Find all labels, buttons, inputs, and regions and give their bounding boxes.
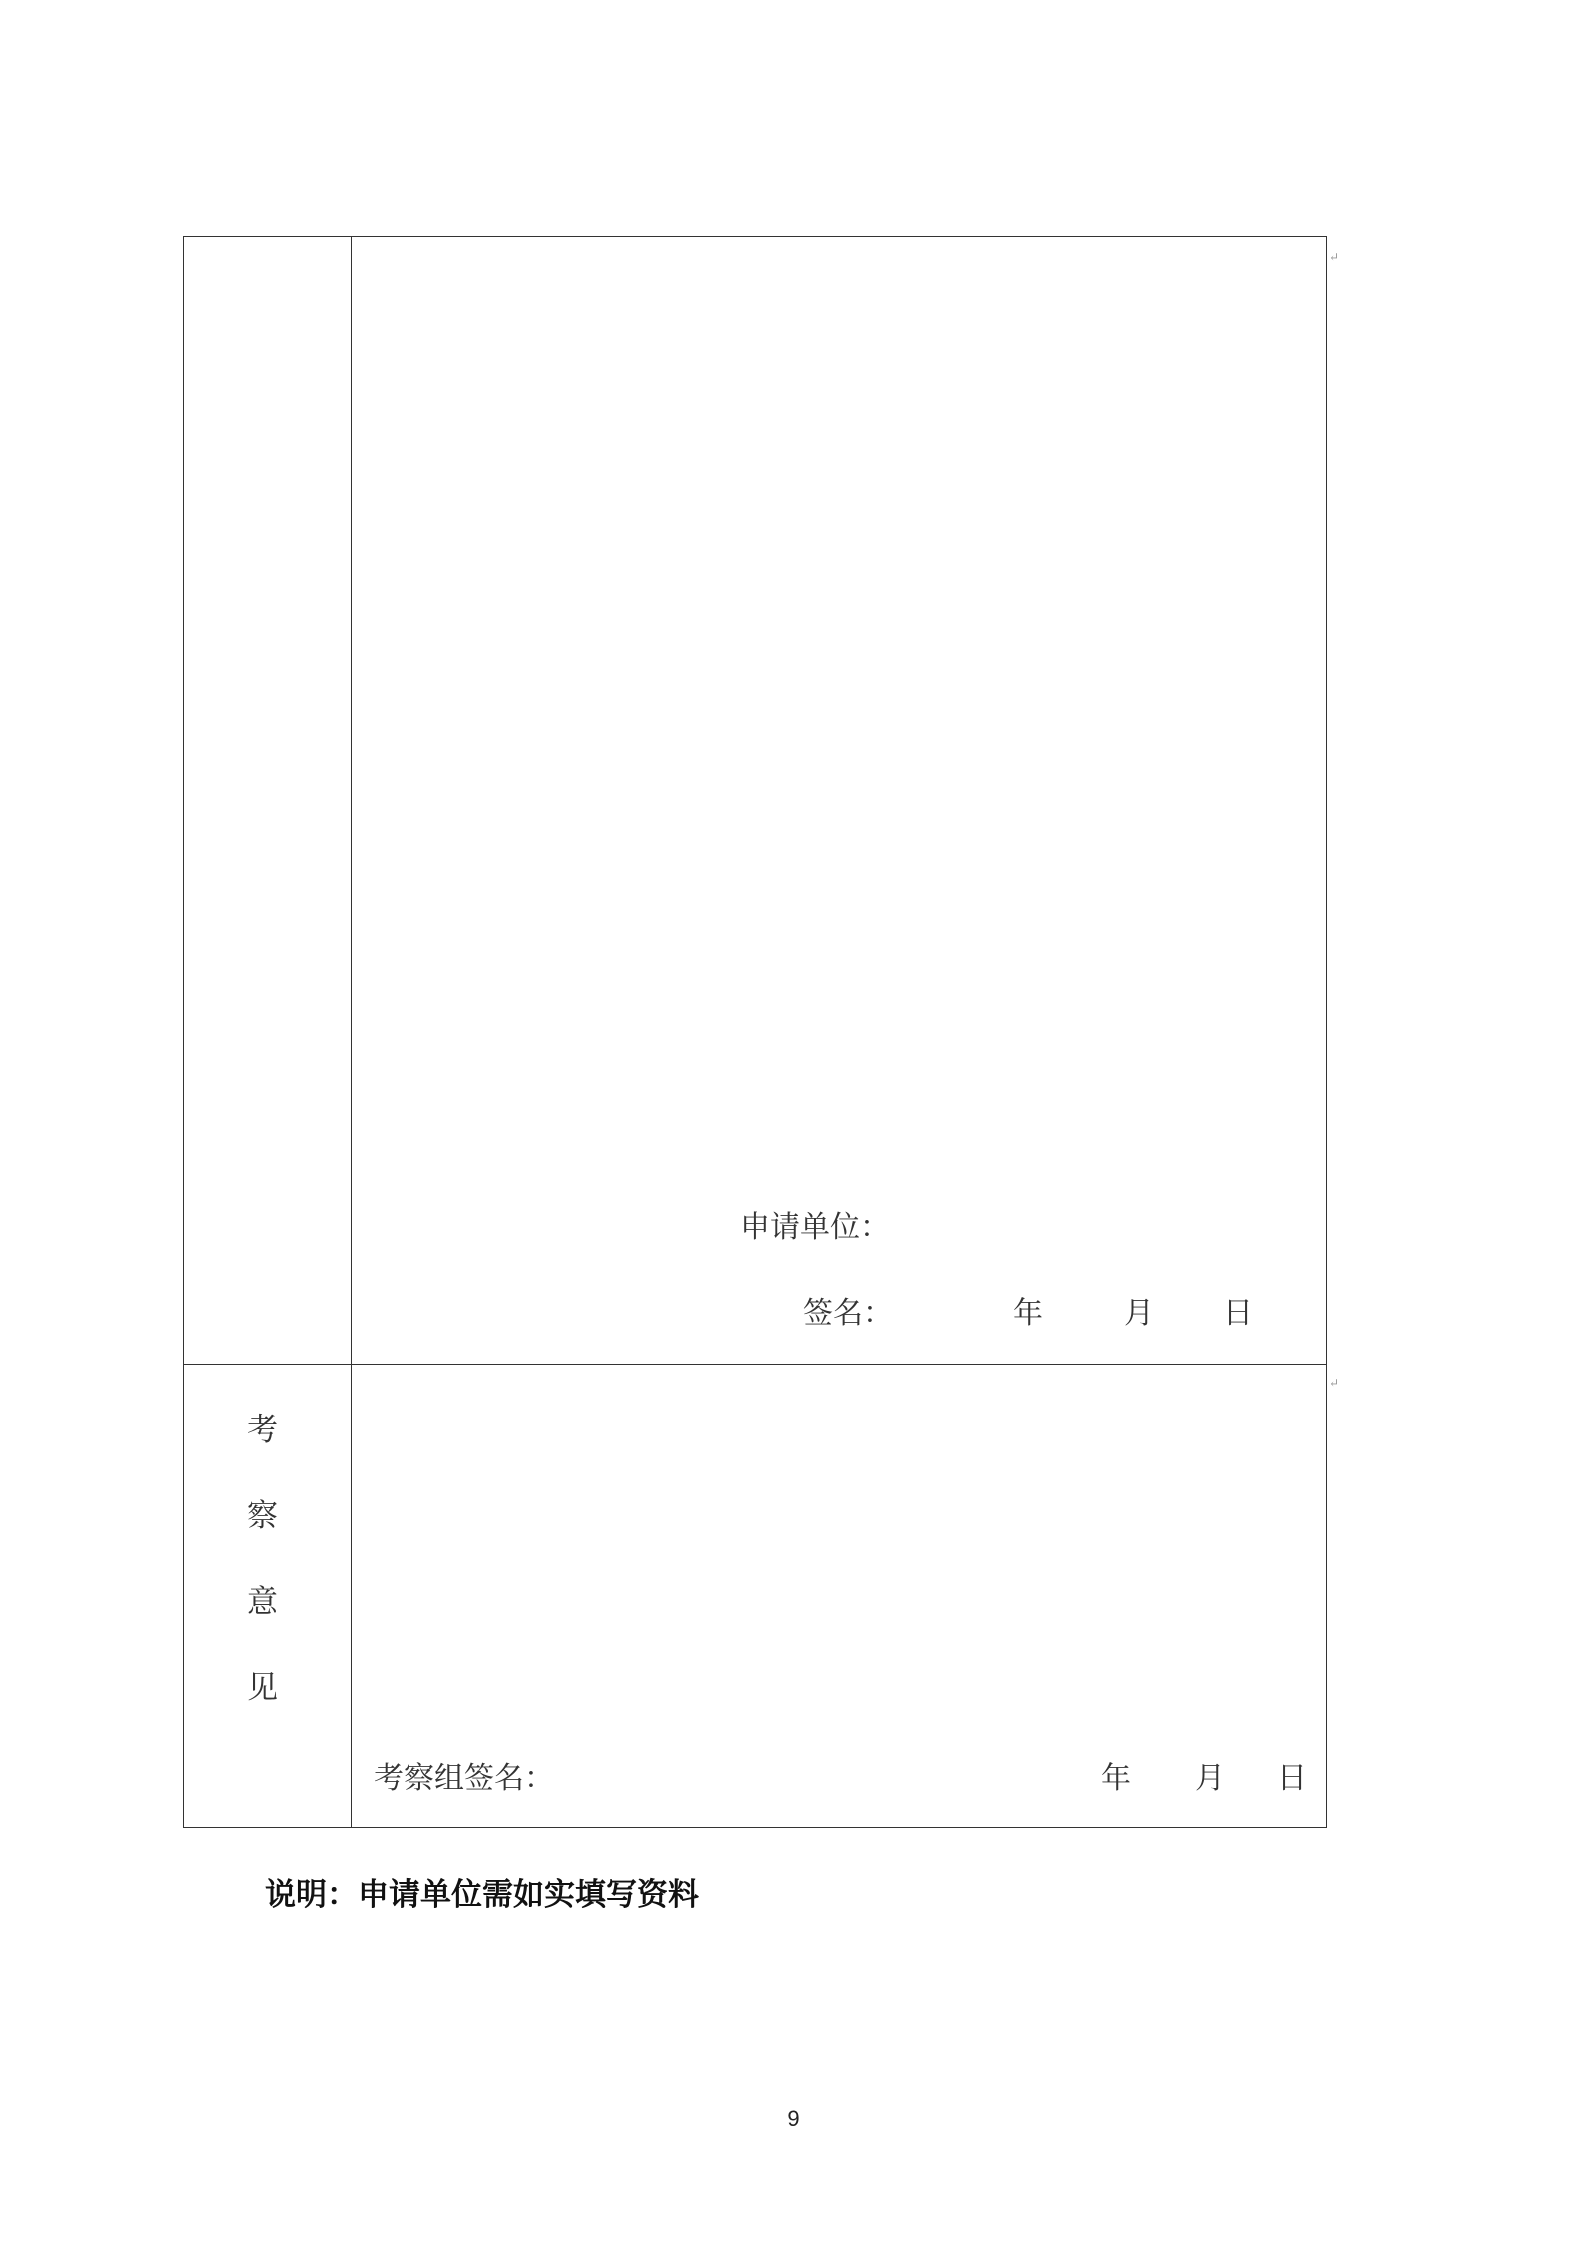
column-divider <box>351 237 352 1827</box>
applicant-day-label: 日 <box>1223 1296 1253 1331</box>
applicant-month-label: 月 <box>1124 1296 1154 1331</box>
inspection-sign-label: 考察组签名： <box>374 1761 554 1796</box>
applicant-year-label: 年 <box>1013 1296 1043 1331</box>
row-divider <box>184 1364 1326 1365</box>
applicant-sign-label: 签名： <box>803 1296 893 1331</box>
inspection-vertical-label-char: 考 <box>247 1412 278 1448</box>
page-number: 9 <box>787 2106 800 2131</box>
form-table <box>183 236 1340 1828</box>
inspection-vertical-label-char: 见 <box>247 1670 278 1706</box>
explanation-note: 说明：申请单位需如实填写资料 <box>265 1877 699 1913</box>
inspection-day-label: 日 <box>1277 1761 1307 1796</box>
applicant-unit-label: 申请单位： <box>740 1210 890 1245</box>
inspection-vertical-label-char: 察 <box>247 1498 278 1534</box>
inspection-month-label: 月 <box>1195 1761 1225 1796</box>
paragraph-mark-icon: ↵ <box>1329 250 1340 264</box>
paragraph-mark-icon: ↵ <box>1329 1376 1340 1390</box>
inspection-vertical-label-char: 意 <box>247 1584 278 1620</box>
inspection-year-label: 年 <box>1101 1761 1131 1796</box>
